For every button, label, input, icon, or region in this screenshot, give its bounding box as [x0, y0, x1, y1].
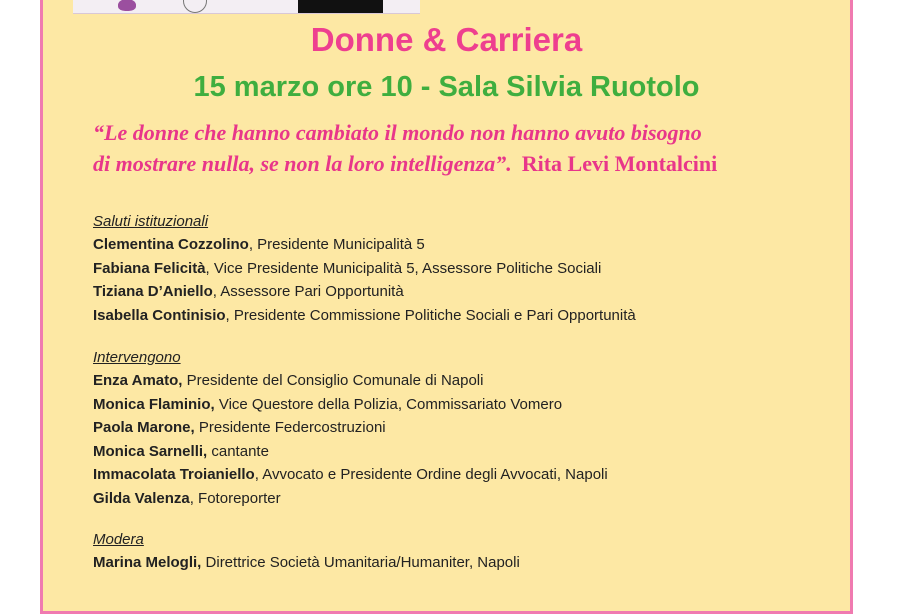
speaker-name: Monica Flaminio,: [93, 395, 215, 413]
speaker-name: Monica Sarnelli,: [93, 442, 208, 460]
speaker-name: Immacolata Troianiello: [93, 466, 255, 484]
section-heading-saluti: Saluti istituzionali: [93, 213, 209, 230]
speaker-row: [93, 233, 636, 257]
speaker-name: Fabiana Felicità: [93, 259, 206, 277]
speaker-row: [93, 393, 608, 417]
speaker-row: [93, 440, 608, 464]
speaker-name: Paola Marone,: [93, 419, 195, 437]
speaker-role: , Presidente Municipalità 5: [248, 236, 425, 253]
speaker-row: [93, 369, 608, 393]
speaker-role: Vice Questore della Polizia, Commissariato Vomero: [214, 395, 563, 413]
speaker-row: [93, 304, 636, 328]
speaker-role: , Fotoreporter: [189, 489, 281, 507]
speaker-row: [93, 416, 608, 440]
speaker-row: [93, 551, 520, 575]
speaker-role: Direttrice Società Umanitaria/Humaniter, Napoli: [201, 554, 520, 571]
poster-title: Donne & Carriera: [310, 21, 583, 58]
event-date-location: 15 marzo ore 10 - Sala Silvia Ruotolo: [193, 71, 700, 103]
speaker-name: Enza Amato,: [93, 372, 183, 389]
section-intervengono: [93, 346, 608, 511]
figure-silhouette: [298, 0, 383, 13]
section-modera: [93, 528, 520, 575]
flower-decoration: [118, 0, 136, 11]
speaker-name: Marina Melogli,: [93, 554, 202, 571]
quote-author: Rita Levi Montalcini: [521, 151, 718, 176]
speaker-name: Clementina Cozzolino: [93, 236, 249, 253]
speaker-role: Presidente Federcostruzioni: [194, 419, 386, 437]
speaker-role: cantante: [207, 442, 269, 460]
speaker-name: Tiziana D’Aniello: [93, 283, 213, 301]
section-heading-modera: Modera: [93, 531, 144, 548]
speaker-row: [93, 463, 608, 487]
speaker-role: , Avvocato e Presidente Ordine degli Avvocati, Napoli: [254, 466, 608, 484]
speaker-role: , Assessore Pari Opportunità: [212, 283, 404, 301]
speaker-name: Isabella Continisio: [93, 306, 226, 324]
section-heading-intervengono: Intervengono: [93, 349, 181, 366]
section-saluti: [93, 210, 636, 327]
speaker-role: , Presidente Commissione Politiche Sociali e Pari Opportunità: [225, 306, 636, 324]
header-illustration: [73, 0, 420, 14]
circle-decoration: [183, 0, 207, 13]
quote-line-2: [93, 148, 823, 179]
speaker-row: [93, 487, 608, 511]
quote-line-1: “Le donne che hanno cambiato il mondo non hanno avuto bisogno: [93, 120, 702, 145]
quote-block: [93, 117, 823, 179]
speaker-name: Gilda Valenza: [93, 489, 190, 507]
quote-line-2-text: di mostrare nulla, se non la loro intelligenza”.: [93, 151, 512, 176]
speaker-row: [93, 257, 636, 281]
speaker-role: Presidente del Consiglio Comunale di Napoli: [182, 372, 484, 389]
speaker-role: , Vice Presidente Municipalità 5, Assessore Politiche Sociali: [205, 259, 602, 277]
event-poster: [40, 0, 853, 614]
speaker-row: [93, 280, 636, 304]
